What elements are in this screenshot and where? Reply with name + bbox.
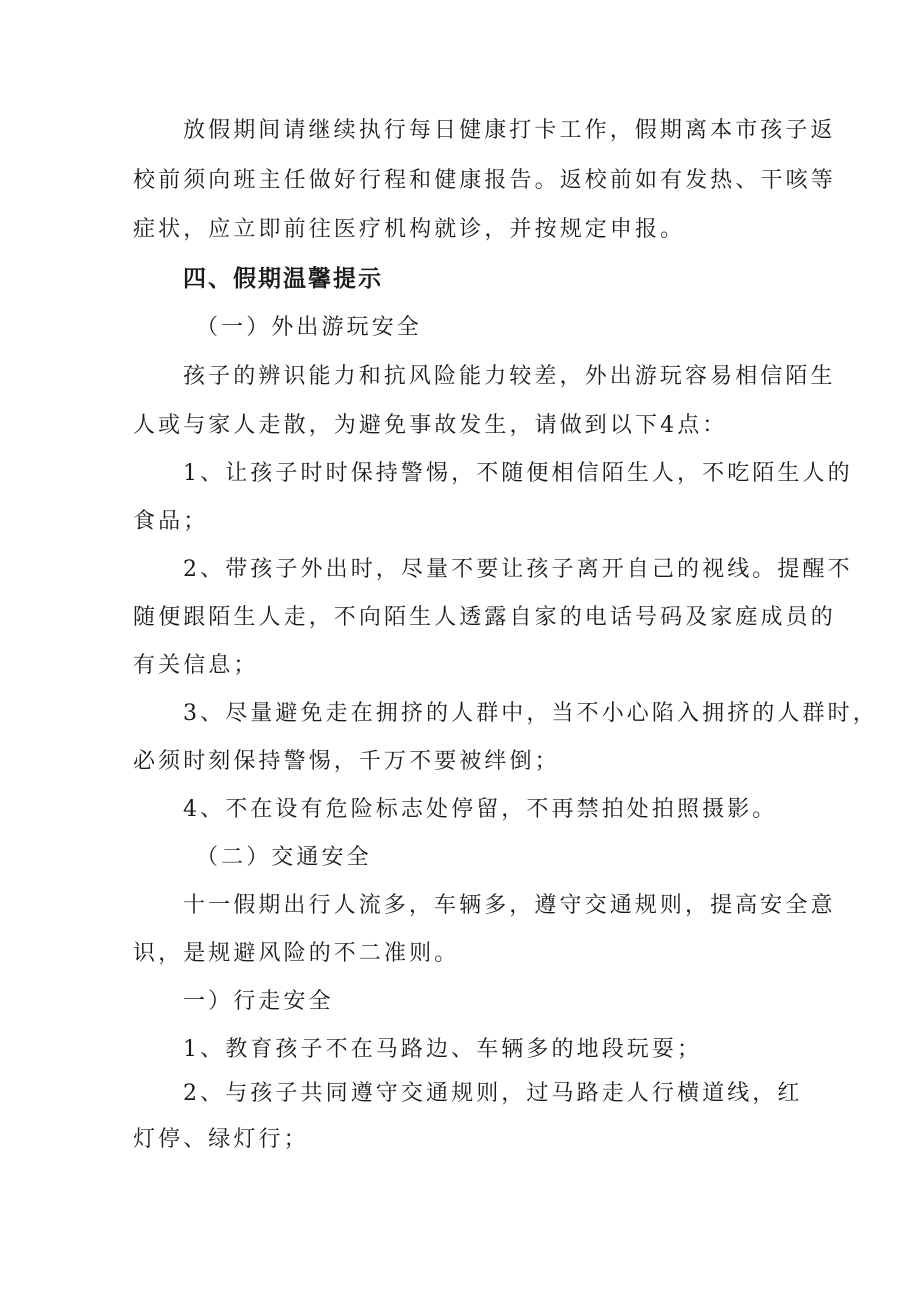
item-1-line-2: 食品； bbox=[133, 509, 209, 534]
item-2-line-2: 随便跟陌生人走，不向陌生人透露自家的电话号码及家庭成员的 bbox=[133, 605, 836, 630]
item-3-line-2: 必须时刻保持警惕，千万不要被绊倒； bbox=[133, 749, 560, 774]
subsection-2-subtitle: 一）行走安全 bbox=[183, 989, 334, 1014]
traffic-item-1-line-1: 1、教育孩子不在马路边、车辆多的地段玩耍； bbox=[183, 1037, 703, 1062]
intro-line-1: 放假期间请继续执行每日健康打卡工作，假期离本市孩子返 bbox=[183, 118, 836, 143]
subsection-1-title: （一）外出游玩安全 bbox=[196, 315, 422, 340]
item-2-line-3: 有关信息； bbox=[133, 653, 259, 678]
traffic-item-2-line-2: 灯停、绿灯行； bbox=[133, 1127, 309, 1152]
item-4-line-1: 4、不在设有危险标志处停留，不再禁拍处拍照摄影。 bbox=[183, 797, 778, 822]
intro-line-2: 校前须向班主任做好行程和健康报告。返校前如有发热、干咳等 bbox=[133, 168, 836, 193]
item-2-line-1: 2、带孩子外出时，尽量不要让孩子离开自己的视线。提醒不 bbox=[183, 557, 853, 582]
section-heading: 四、假期温馨提示 bbox=[183, 266, 383, 292]
item-3-line-1: 3、尽量避免走在拥挤的人群中，当不小心陷入拥挤的人群时， bbox=[183, 701, 878, 726]
subsection-1-intro-line-1: 孩子的辨识能力和抗风险能力较差，外出游玩容易相信陌生 bbox=[183, 364, 836, 389]
item-1-line-1: 1、让孩子时时保持警惕，不随便相信陌生人，不吃陌生人的 bbox=[183, 461, 853, 486]
subsection-2-intro-line-1: 十一假期出行人流多，车辆多，遵守交通规则，提高安全意 bbox=[183, 893, 836, 918]
traffic-item-2-line-1: 2、与孩子共同遵守交通规则，过马路走人行横道线，红 bbox=[183, 1081, 803, 1106]
subsection-2-intro-line-2: 识，是规避风险的不二准则。 bbox=[133, 941, 460, 966]
subsection-2-title: （二）交通安全 bbox=[196, 845, 372, 870]
subsection-1-intro-line-2: 人或与家人走散，为避免事故发生，请做到以下4点： bbox=[133, 413, 728, 438]
intro-line-3: 症状，应立即前往医疗机构就诊，并按规定申报。 bbox=[133, 217, 686, 242]
